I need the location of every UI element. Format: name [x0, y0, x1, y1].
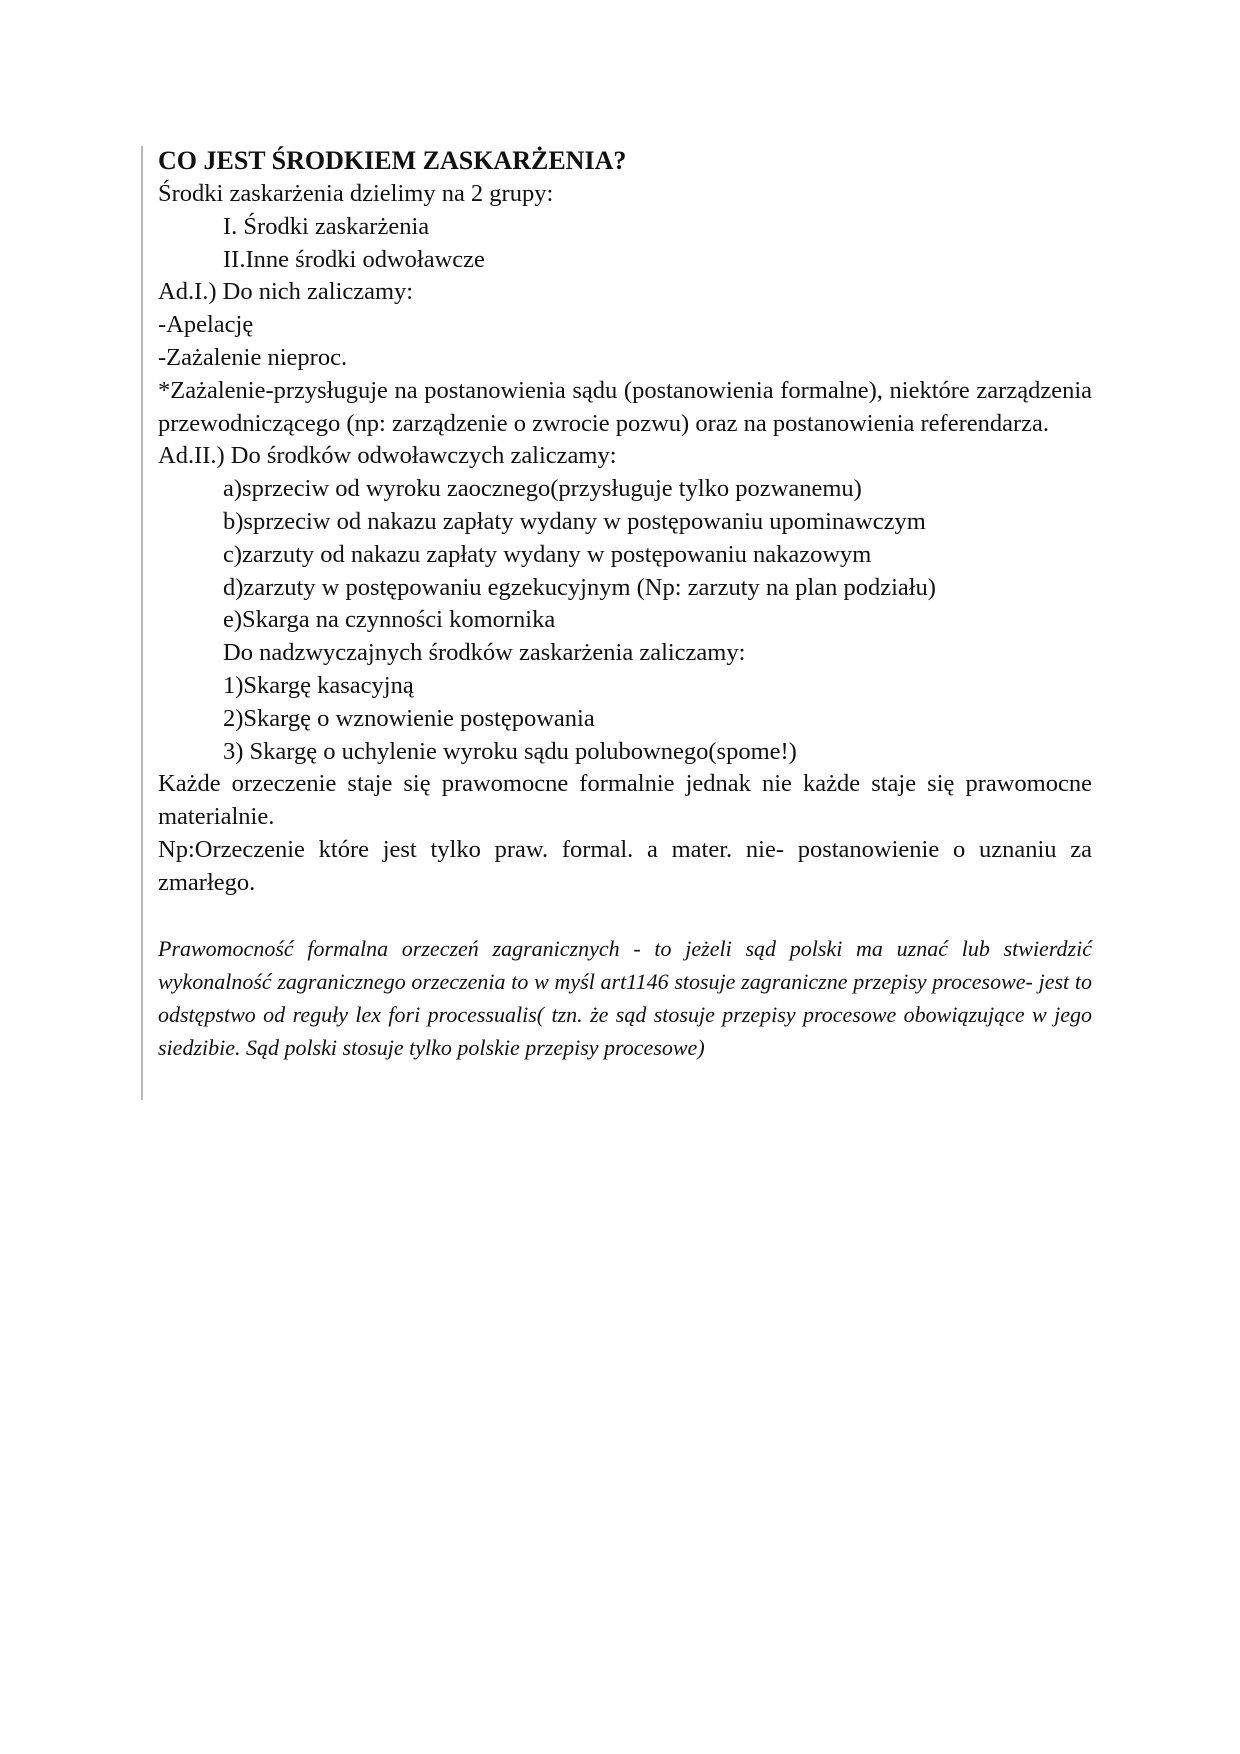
- ad1-item: -Zażalenie nieproc.: [158, 343, 348, 371]
- italic-note: Prawomocność formalna orzeczeń zagranicznych - to jeżeli sąd polski ma uznać lub stwierdzić wykonalność zagranicznego orzeczenia to w myśl art1146 stosuje zagraniczne przepisy procesowe- jest to odstępstwo od reguły lex fori processualis( tzn. że sąd stosuje przepisy procesowe obowiązujące w jego siedzibie. Sąd polski stosuje tylko polskie przepisy procesowe): [158, 935, 1092, 1060]
- intro-line: Środki zaskarżenia dzielimy na 2 grupy:: [158, 180, 554, 207]
- document-body: [158, 144, 1092, 1064]
- extraordinary-heading: Do nadzwyczajnych środków zaskarżenia zaliczamy:: [223, 639, 746, 667]
- document-title: CO JEST ŚRODKIEM ZASKARŻENIA?: [158, 146, 627, 175]
- extraordinary-item: 3) Skargę o uchylenie wyroku sądu polubownego(spome!): [223, 737, 797, 765]
- ad2-item: c)zarzuty od nakazu zapłaty wydany w postępowaniu nakazowym: [223, 540, 872, 568]
- extraordinary-item: 1)Skargę kasacyjną: [223, 671, 414, 699]
- extraordinary-item: 2)Skargę o wznowienie postępowania: [223, 704, 595, 732]
- ad2-item: a)sprzeciw od wyroku zaocznego(przysługuje tylko pozwanemu): [223, 475, 862, 503]
- validity-paragraph: Każde orzeczenie staje się prawomocne formalnie jednak nie każde staje się prawomocne materialnie.: [158, 770, 1092, 831]
- ad2-heading: Ad.II.) Do środków odwoławczych zaliczamy:: [158, 442, 617, 470]
- margin-rule: [141, 146, 143, 1100]
- ad2-item: e)Skarga na czynności komornika: [223, 606, 556, 634]
- example-paragraph: Np:Orzeczenie które jest tylko praw. formal. a mater. nie- postanowienie o uznaniu za zmarłego.: [158, 835, 1092, 896]
- group-item: I. Środki zaskarżenia: [223, 212, 430, 240]
- group-item: II.Inne środki odwoławcze: [223, 245, 485, 273]
- zazalenie-paragraph: *Zażalenie-przysługuje na postanowienia sądu (postanowienia formalne), niektóre zarządzenia przewodniczącego (np: zarządzenie o zwrocie pozwu) oraz na postanowienia referendarza.: [158, 376, 1092, 437]
- ad1-item: -Apelację: [158, 311, 254, 339]
- ad1-heading: Ad.I.) Do nich zaliczamy:: [158, 278, 414, 306]
- paragraph-spacer: [158, 900, 1092, 932]
- ad2-item: b)sprzeciw od nakazu zapłaty wydany w postępowaniu upominawczym: [223, 507, 926, 535]
- ad2-item: d)zarzuty w postępowaniu egzekucyjnym (Np: zarzuty na plan podziału): [223, 573, 936, 601]
